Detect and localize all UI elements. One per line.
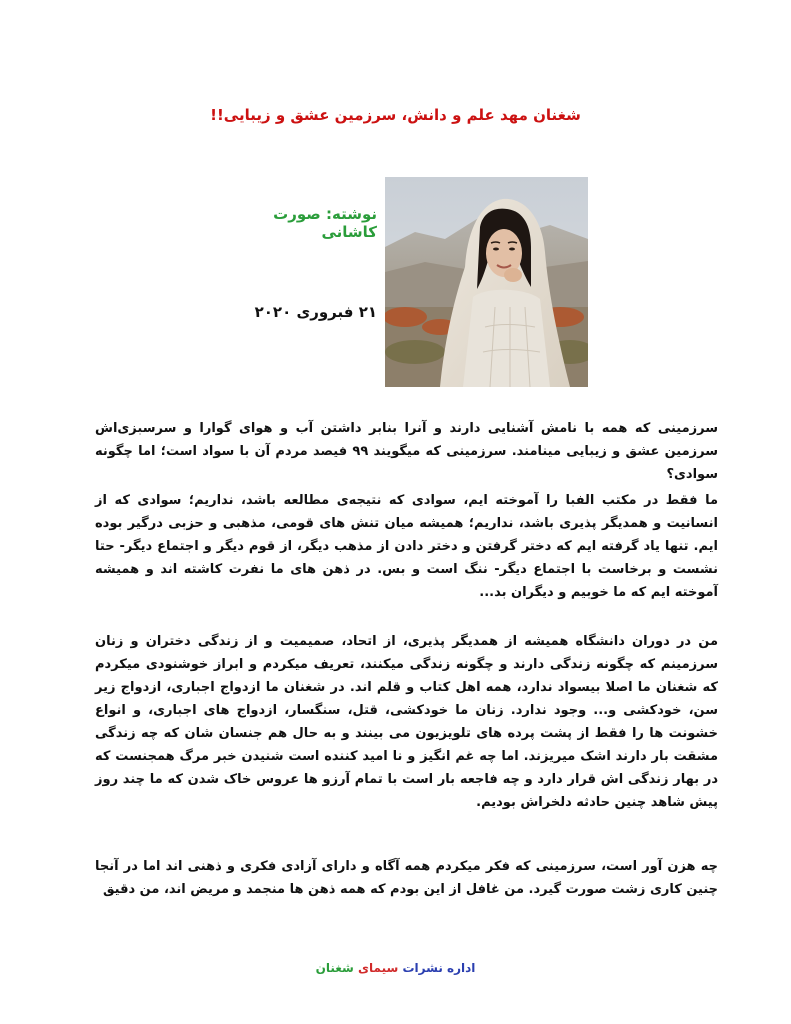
article-paragraph-2: ما فقط در مکتب الفبا را آموخته ایم، سوادی که نتیجه‌ی مطالعه باشد، نداریم؛ سوادی که از انسانیت و همدیگر پذیری باشد، نداریم؛ همیشه میان تنش های قومی، مذهبی و حزبی درگیر بوده ایم. تنها یاد گرفته ایم که دختر گرفتن و دختر دادن از مذهب دیگر، از قوم دیگر و اجتماع دیگر- حتا نشست و برخاست با اجتماع دیگر- ننگ است و بس. در ذهن های ما نفرت کاشته اند و همیشه آموخته ایم که ما خوبیم و دیگران بد... <box>95 493 718 600</box>
footer-publisher <box>200 961 591 975</box>
footer-part-2: سیمای <box>358 961 399 975</box>
footer-part-3: شغنان <box>315 961 354 975</box>
author-photo <box>385 177 588 387</box>
article-date: ۲۱ فبروری ۲۰۲۰ <box>254 303 377 321</box>
article-paragraph-3: من در دوران دانشگاه همیشه از همدیگر پذیری، از اتحاد، صمیمیت و از زندگی دختران و زنان سرزمینم که چگونه زندگی دارند و چگونه زندگی میکنند، تعریف میکردم و ابراز خوشنودی میکردم که شغنان ما اصلا بیسواد ندارد، همه اهل کتاب و قلم اند. در شغنان ما ازدواج اجباری، ازدواج زیر سن، خودکشی و... وجود ندارد. زنان ما خودکشی، قتل، سنگسار، ازدواج های اجباری، و انواع خشونت ها را فقط از پشت پرده های تلویزیون می بینند و به حال هم جنسان شان که چه زندگی مشقت بار دارند اشک میریزند. اما چه غم انگیز و نا امید کننده است شنیدن خبر مرگ همجنست که در بهار زندگی اش قرار دارد و چه فاجعه بار است با تمام آرزو ها عروس خاک شدن که ما چند روز پیش شاهد چنین حادثه دلخراش بودیم. <box>95 634 718 810</box>
article-paragraph-4: چه هزن آور است، سرزمینی که فکر میکردم همه آگاه و دارای آزادی فکری و ذهنی اند اما در آنجا چنین کاری زشت صورت گیرد. من غافل از این بودم که همه ذهن ها منجمد و مریض اند، من دقیق <box>95 859 718 897</box>
article-title: شغنان مهد علم و دانش، سرزمین عشق و زیبایی!! <box>210 106 581 124</box>
author-line: نوشته: صورت کاشانی <box>273 205 377 241</box>
footer-part-1: اداره نشرات <box>402 961 476 975</box>
article-paragraph-1: سرزمینی که همه با نامش آشنایی دارند و آنرا بنابر داشتن آب و هوای گوارا و سرسبزی‌اش سرزمین عشق و زیبایی مینامند. سرزمینی که میگویند ۹۹ فیصد مردم آن با سواد است؛ اما چگونه سوادی؟ <box>95 421 718 482</box>
